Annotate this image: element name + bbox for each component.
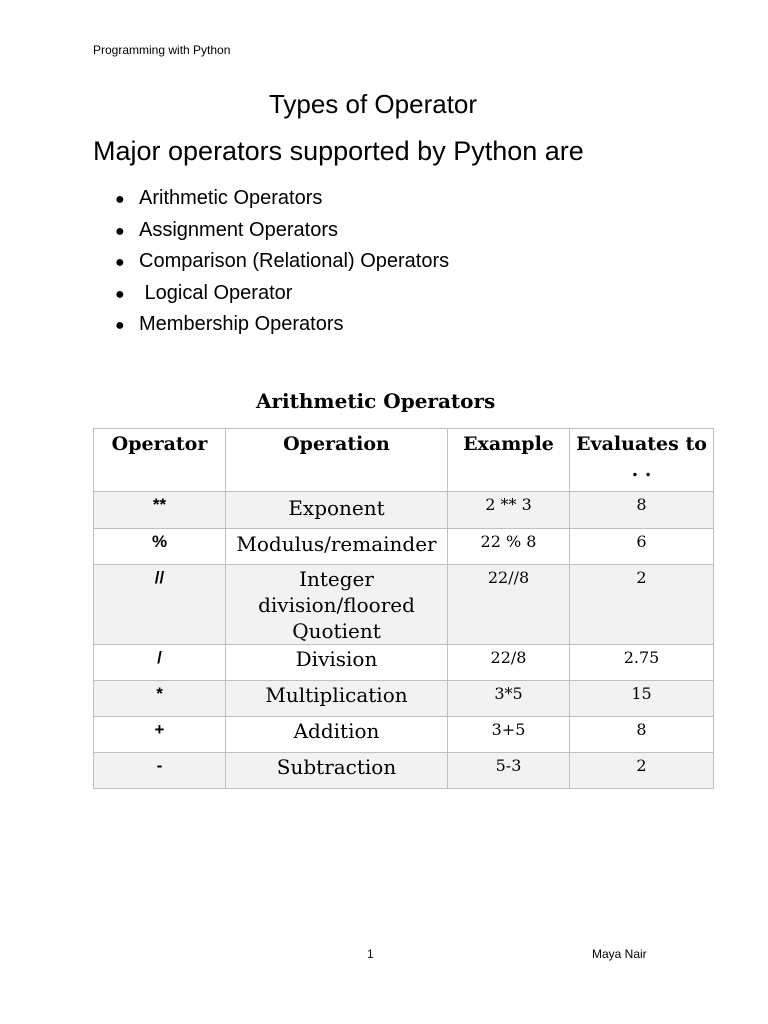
- operation-cell: Modulus/remainder: [226, 529, 448, 565]
- list-item-label: Logical Operator: [139, 281, 293, 304]
- bullet-icon: ●: [115, 222, 125, 240]
- table-row: [94, 753, 714, 789]
- table-row: [94, 565, 714, 645]
- example-cell: 3+5: [448, 717, 570, 753]
- example-cell: 3*5: [448, 681, 570, 717]
- operation-cell: Integer division/floored Quotient: [226, 565, 448, 645]
- column-header-operation: Operation: [226, 429, 448, 492]
- bullet-icon: ●: [115, 285, 125, 303]
- table-row: [94, 645, 714, 681]
- column-header-operator: Operator: [94, 429, 226, 492]
- result-cell: 2: [570, 753, 714, 789]
- operation-cell: Addition: [226, 717, 448, 753]
- example-cell: 22/8: [448, 645, 570, 681]
- bullet-icon: ●: [115, 254, 125, 271]
- operation-cell: Subtraction: [226, 753, 448, 789]
- operator-cell: *: [94, 681, 226, 717]
- table-row: [94, 529, 714, 565]
- table-title: Arithmetic Operators: [256, 389, 496, 413]
- table-row: [94, 492, 714, 529]
- document-title: Types of Operator: [268, 89, 478, 119]
- operator-cell: //: [94, 565, 226, 645]
- result-cell: 2: [570, 565, 714, 645]
- operator-list: [115, 183, 449, 341]
- operation-cell: Multiplication: [226, 681, 448, 717]
- list-item-label: Membership Operators: [139, 313, 344, 335]
- bullet-icon: ●: [115, 317, 125, 334]
- page-number: 1: [367, 947, 374, 961]
- column-header-example: Example: [448, 429, 570, 492]
- operator-cell: /: [94, 645, 226, 681]
- footer-author: Maya Nair: [592, 947, 647, 961]
- operation-cell: Division: [226, 645, 448, 681]
- example-cell: 5-3: [448, 753, 570, 789]
- arithmetic-operators-table: [93, 428, 714, 789]
- operation-cell: Exponent: [226, 492, 448, 529]
- operator-cell: +: [94, 717, 226, 753]
- column-header-evaluates-to: Evaluates to . .: [570, 429, 714, 492]
- example-cell: 2 ** 3: [448, 492, 570, 529]
- bullet-icon: ●: [115, 191, 125, 208]
- result-cell: 15: [570, 681, 714, 717]
- operator-cell: -: [94, 753, 226, 789]
- list-item: [115, 246, 449, 278]
- result-cell: 8: [570, 492, 714, 529]
- list-item-label: Assignment Operators: [139, 218, 338, 241]
- example-cell: 22 % 8: [448, 529, 570, 565]
- table-header-row: [94, 429, 714, 492]
- list-item: [115, 183, 449, 215]
- result-cell: 6: [570, 529, 714, 565]
- list-item: [115, 215, 449, 247]
- operator-cell: **: [94, 492, 226, 529]
- table-row: [94, 717, 714, 753]
- result-cell: 8: [570, 717, 714, 753]
- list-item-label: Arithmetic Operators: [139, 187, 323, 209]
- list-item: [115, 309, 449, 341]
- operator-cell: %: [94, 529, 226, 565]
- example-cell: 22//8: [448, 565, 570, 645]
- result-cell: 2.75: [570, 645, 714, 681]
- list-item-label: Comparison (Relational) Operators: [139, 250, 450, 272]
- list-item: [115, 278, 449, 310]
- table-row: [94, 681, 714, 717]
- page-header: Programming with Python: [93, 43, 231, 57]
- section-heading: Major operators supported by Python are: [93, 136, 584, 166]
